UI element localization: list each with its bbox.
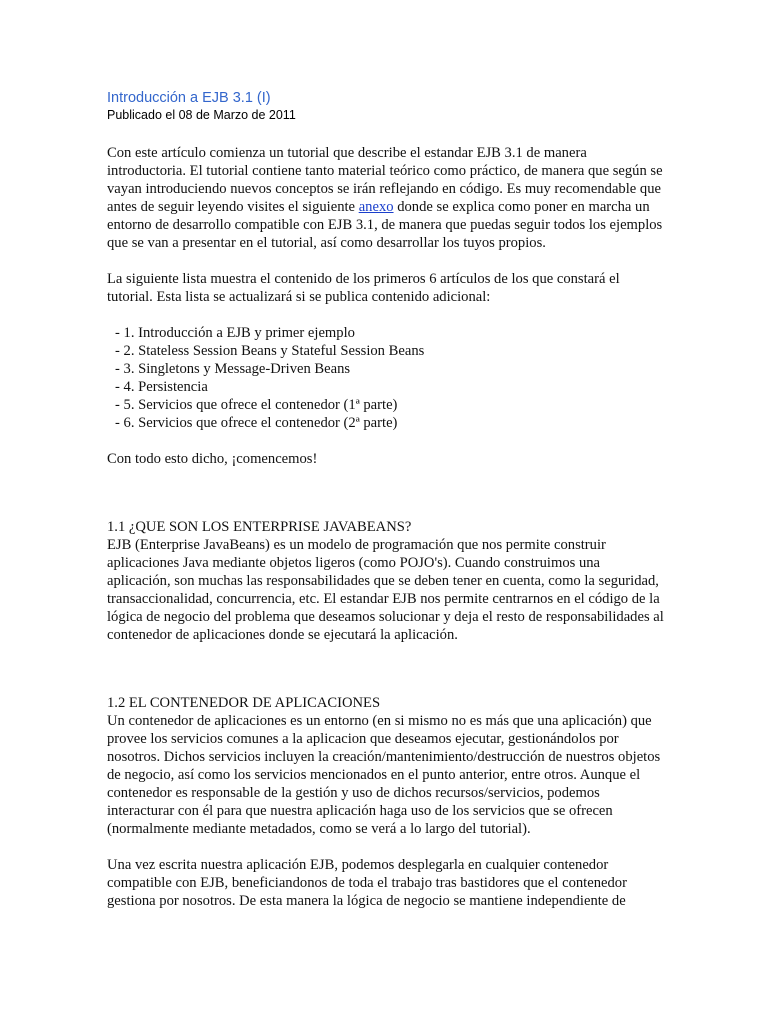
intro-paragraph <box>107 144 667 252</box>
list-item: - 3. Singletons y Message-Driven Beans <box>115 360 667 378</box>
list-item: - 1. Introducción a EJB y primer ejemplo <box>115 324 667 342</box>
intro-text-start: Con este artículo comienza un tutorial que describe el estandar EJB 3.1 de manera introductoria. El tutorial contiene tanto material teórico como práctico, de manera que según se vayan introduciendo nuevos conceptos se irán reflejando en código. Es muy recomendable que antes de seguir leyendo visites el siguiente <box>107 145 663 215</box>
article-title: Introducción a EJB 3.1 (I) <box>107 90 271 106</box>
tutorial-contents-list <box>107 324 667 432</box>
list-item: - 5. Servicios que ofrece el contenedor (1ª parte) <box>115 396 667 414</box>
publication-date: Publicado el 08 de Marzo de 2011 <box>107 108 296 122</box>
list-item: - 4. Persistencia <box>115 378 667 396</box>
anexo-link[interactable]: anexo <box>358 199 394 215</box>
list-intro-paragraph: La siguiente lista muestra el contenido de los primeros 6 artículos de los que constará el tutorial. Esta lista se actualizará si se publica contenido adicional: <box>107 271 620 305</box>
document-page <box>107 90 667 910</box>
section-1-2-body-continued: Una vez escrita nuestra aplicación EJB, podemos desplegarla en cualquier contenedor compatible con EJB, beneficiandonos de toda el trabajo tras bastidores que el contenedor gestiona por nosotros. De esta manera la lógica de negocio se mantiene independiente de <box>107 857 627 909</box>
intro-text-end: donde se explica como poner en marcha un entorno de desarrollo compatible con EJB 3.1, de manera que puedas seguir todos los ejemplos que se van a presentar en el tutorial, así como desarrollar los tuyos propios. <box>107 199 663 251</box>
section-heading-1-2: 1.2 EL CONTENEDOR DE APLICACIONES <box>107 695 381 711</box>
list-item: - 6. Servicios que ofrece el contenedor (2ª parte) <box>115 414 667 432</box>
section-1-2-body: Un contenedor de aplicaciones es un entorno (en si mismo no es más que una aplicación) que provee los servicios comunes a la aplicacion que deseamos ejecutar, gestionándolos por nosotros. Dichos servicios incluyen la creación/mantenimiento/destrucción de nuestros objetos de negocio, así como los servicios mencionados en el punto anterior, entre otros. Aunque el contenedor es responsable de la gestión y uso de dichos recursos/servicios, podemos interacturar con él para que nuestra aplicación haga uso de los servicios que se ofrecen (normalmente mediante metadados, como se verá a lo largo del tutorial). <box>107 713 661 837</box>
closing-paragraph: Con todo esto dicho, ¡comencemos! <box>107 451 318 467</box>
list-item: - 2. Stateless Session Beans y Stateful Session Beans <box>115 342 667 360</box>
section-1-1-body: EJB (Enterprise JavaBeans) es un modelo de programación que nos permite construir aplicaciones Java mediante objetos ligeros (como POJO's). Cuando construimos una aplicación, son muchas las responsabilidades que se deben tener en cuenta, como la seguridad, transaccionalidad, concurrencia, etc. El estandar EJB nos permite centrarnos en el código de la lógica de negocio del problema que deseamos solucionar y deja el resto de responsabilidades al contenedor de aplicaciones donde se ejecutará la aplicación. <box>107 537 664 643</box>
section-heading-1-1: 1.1 ¿QUE SON LOS ENTERPRISE JAVABEANS? <box>107 519 412 535</box>
